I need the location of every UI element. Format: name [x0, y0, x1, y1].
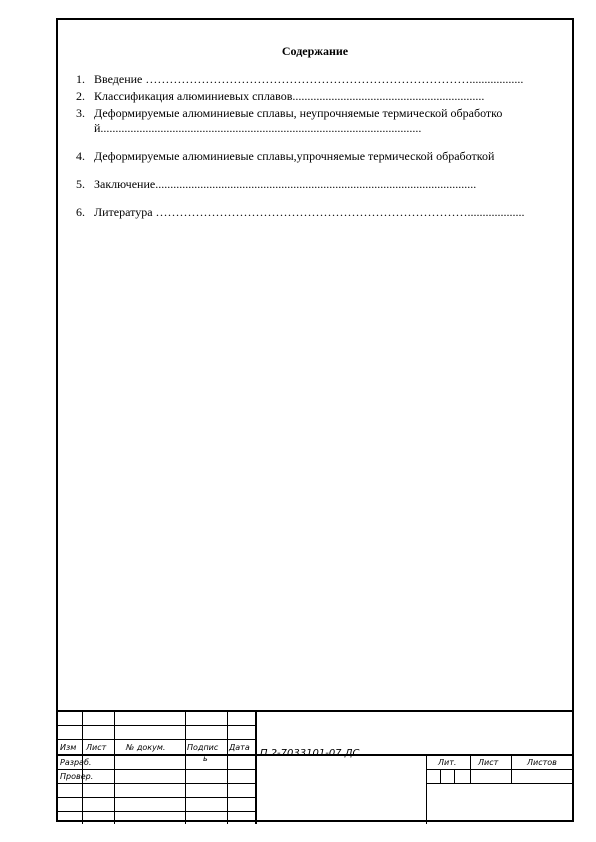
- toc-text: Введение ………………………………………………………………………..................: [94, 72, 524, 86]
- toc-number: 2.: [76, 89, 85, 103]
- toc-text: Деформируемые алюминиевые сплавы, неупрочняемые термической обработкой...........................................................................................................: [94, 106, 503, 135]
- doc-number-label: № докум.: [126, 743, 166, 752]
- toc-number: 6.: [76, 205, 85, 219]
- table-of-contents: [76, 72, 562, 222]
- toc-text: Классификация алюминиевых сплавов................................................................: [94, 89, 485, 103]
- checker-label: Провер.: [60, 772, 94, 781]
- page-title: Содержание: [281, 44, 349, 58]
- toc-item-5: [76, 177, 562, 192]
- toc-item-4: [76, 149, 562, 164]
- title-block: [58, 710, 572, 824]
- toc-number: 3.: [76, 106, 85, 120]
- toc-number: 1.: [76, 72, 85, 86]
- toc-text: Заключение...........................................................................................................: [94, 177, 477, 191]
- signature-label: Подпис: [187, 743, 219, 752]
- lit-label: Лит.: [438, 758, 457, 767]
- toc-text: Деформируемые алюминиевые сплавы,упрочняемые термической обработкой: [94, 149, 495, 163]
- page-frame: [56, 18, 574, 822]
- sheets-total-label: Листов: [527, 758, 557, 767]
- toc-item-2: [76, 89, 562, 104]
- document-code: П 2-7033101-07 ДС: [260, 748, 360, 759]
- toc-text: Литература ……………………………………………………………………...................: [94, 205, 525, 219]
- sheet-label: Лист: [478, 758, 499, 767]
- toc-number: 5.: [76, 177, 85, 191]
- toc-number: 4.: [76, 149, 85, 163]
- list-label: Лист: [86, 743, 107, 752]
- toc-item-3: [76, 106, 562, 136]
- signature-label-cont: ь: [203, 754, 208, 763]
- toc-item-6: [76, 205, 562, 220]
- izm-label: Изм: [60, 743, 77, 752]
- date-label: Дата: [229, 743, 250, 752]
- toc-item-1: [76, 72, 562, 87]
- developer-label: Разраб.: [60, 758, 92, 767]
